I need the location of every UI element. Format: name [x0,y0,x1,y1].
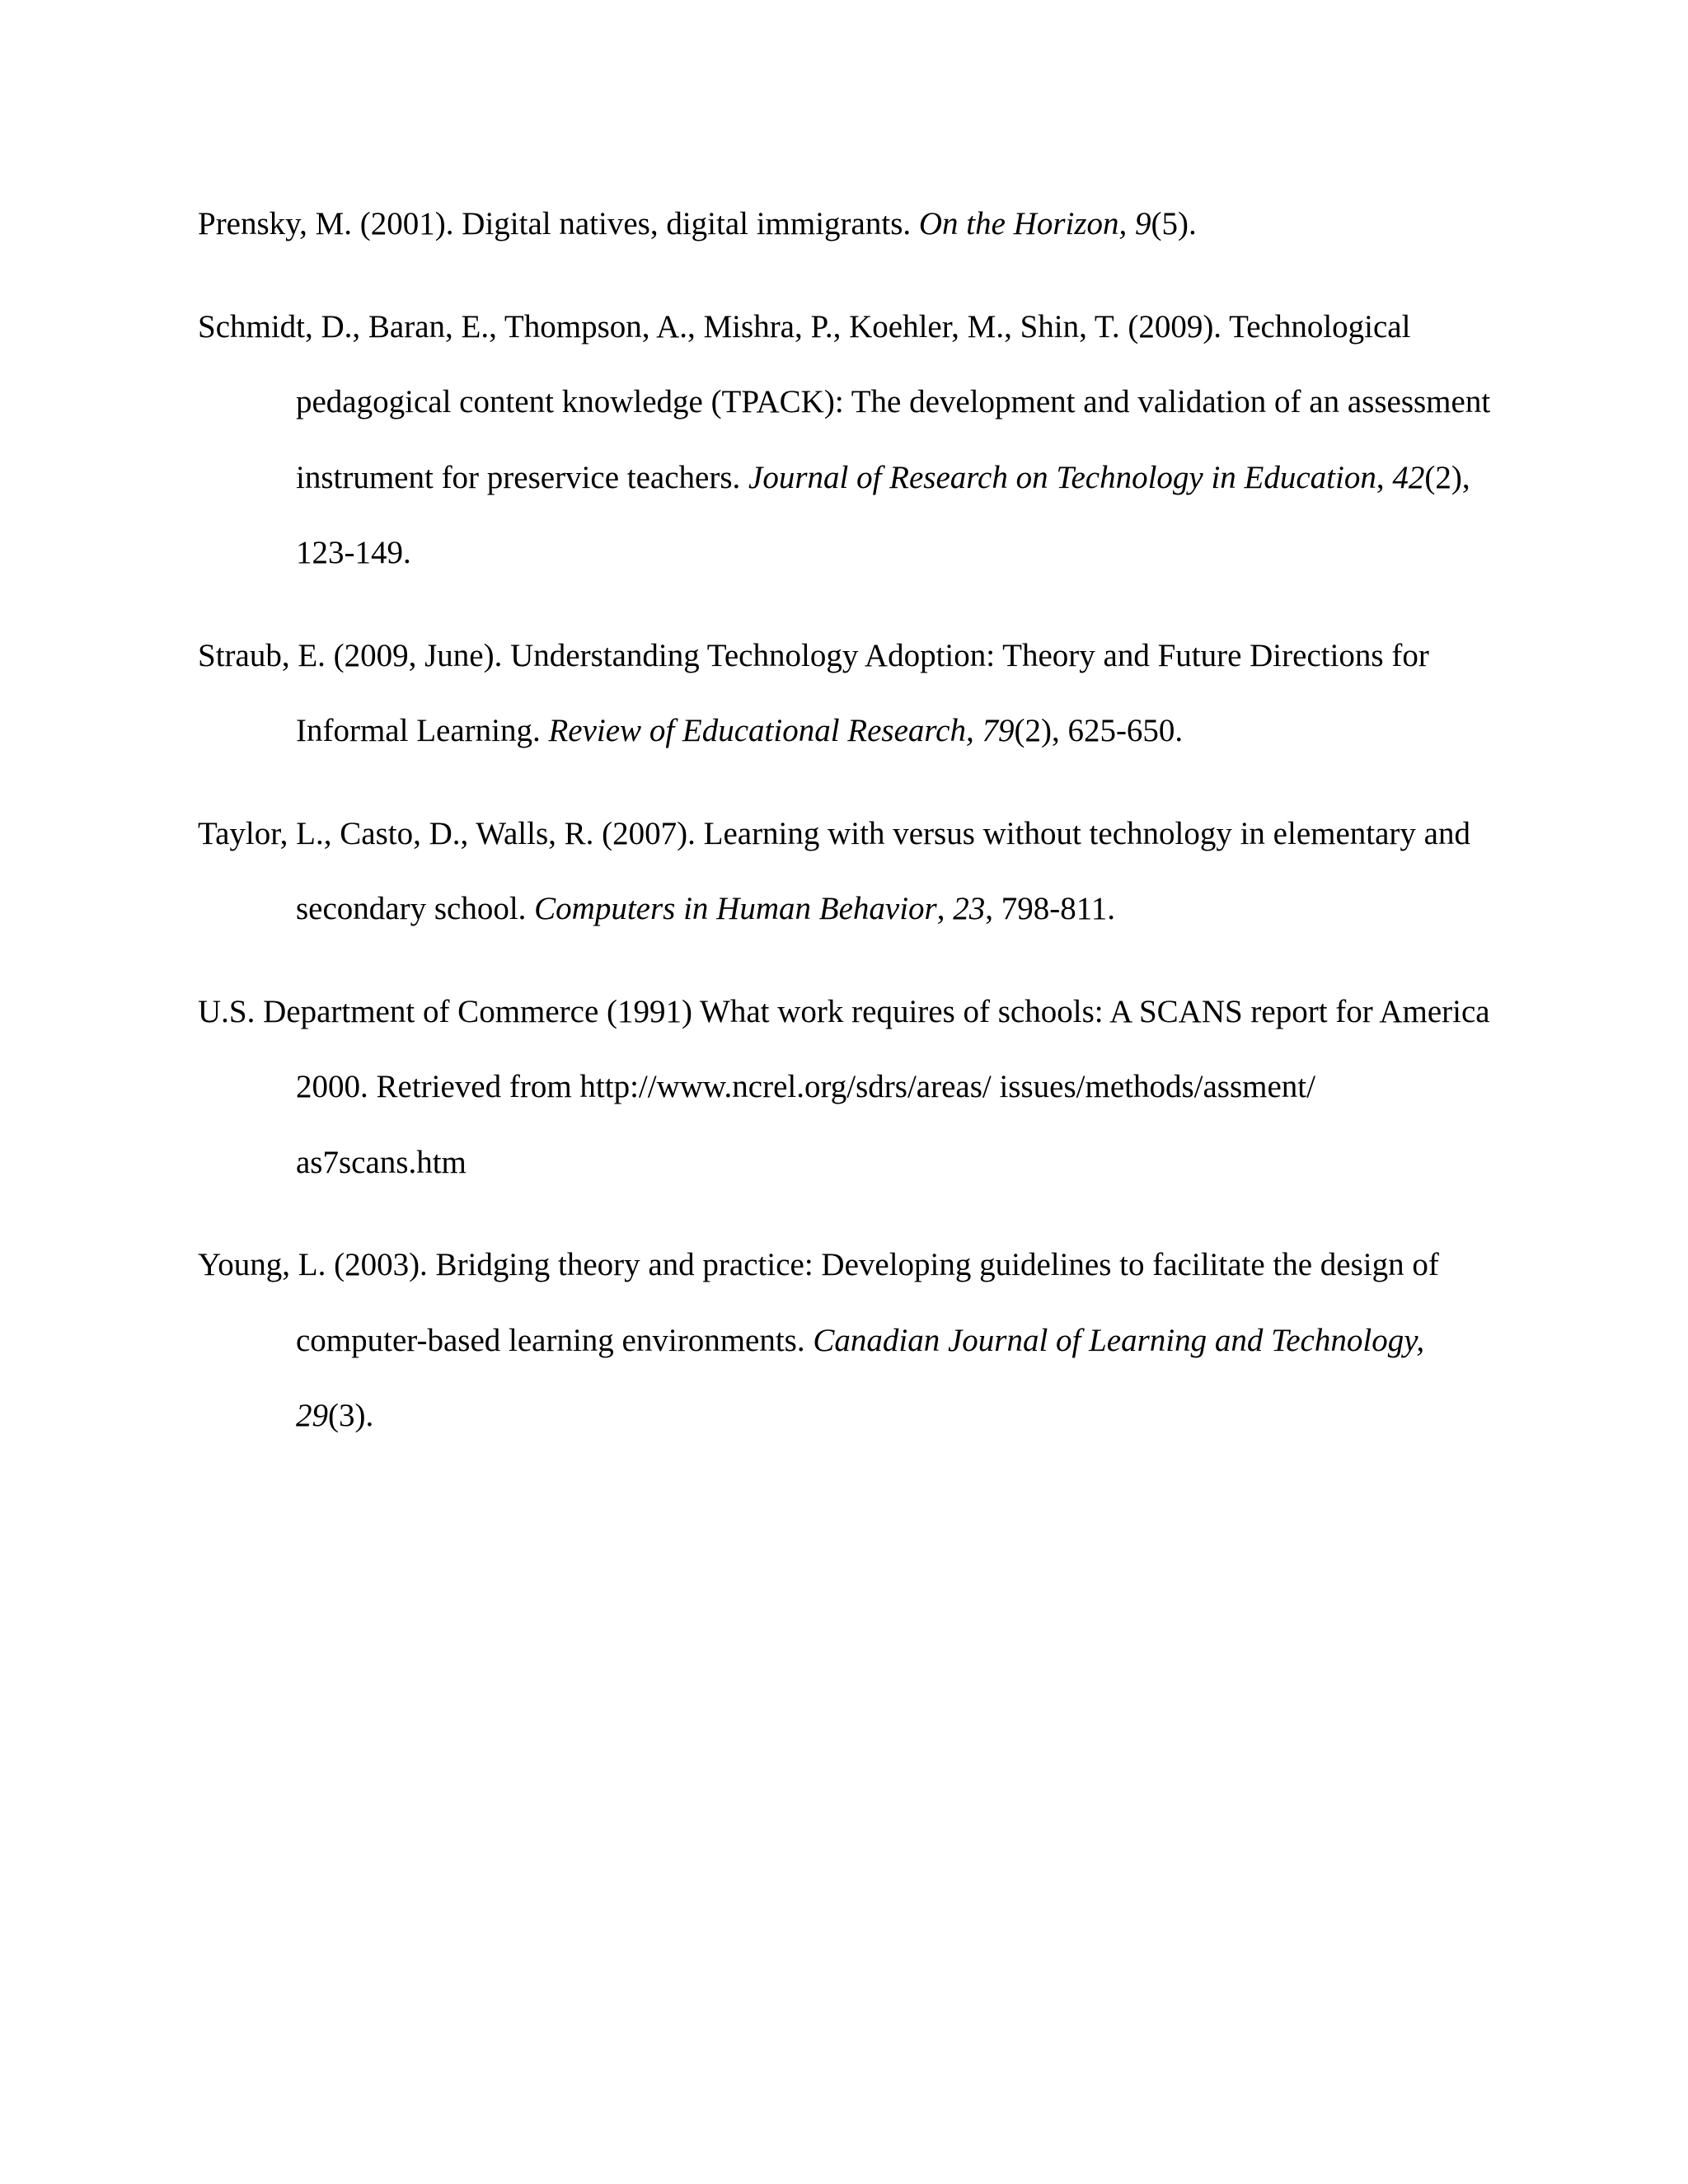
ref-text: , 798-811. [985,891,1116,926]
ref-volume: 29 [296,1398,328,1433]
ref-text: Straub, E. (2009, June). Understanding Technology Adoption: Theory and Future Directions for Informal Learning. [198,637,1429,748]
ref-text: (3). [328,1398,374,1433]
ref-journal: On the Horizon, 9 [918,206,1151,241]
ref-journal: Journal of Research on Technology in Education [748,459,1376,495]
reference-entry-prensky [198,186,1492,262]
ref-journal: Canadian Journal of Learning and Technology, [813,1322,1425,1358]
ref-text: (2), 123-149. [296,459,1470,570]
ref-text: Schmidt, D., Baran, E., Thompson, A., Mishra, P., Koehler, M., Shin, T. (2009). Technological pedagogical content knowledge (TPACK): The development and validation of an assessment instrument for preservice teachers. [198,308,1491,495]
ref-journal: Review of Educational Research, 79 [548,713,1015,748]
ref-text: (5). [1151,206,1197,241]
ref-text: U.S. Department of Commerce (1991) What work requires of schools: A SCANS report for America 2000. Retrieved from http://www.ncrel.org/sdrs/areas/ issues/methods/assment/ as7scans.htm [198,993,1490,1180]
reference-entry-schmidt [198,289,1492,591]
ref-volume: 23 [953,891,986,926]
ref-text: Taylor, L., Casto, D., Walls, R. (2007). Learning with versus without technology in elementary and secondary school. [198,815,1470,926]
ref-text: Prensky, M. (2001). Digital natives, digital immigrants. [198,206,919,241]
reference-entry-straub [198,618,1492,769]
ref-text: Young, L. (2003). Bridging theory and practice: Developing guidelines to facilitate the design of computer-based learning environments. [198,1247,1439,1358]
ref-text: , [1376,459,1393,495]
ref-journal: Computers in Human Behavior [534,891,937,926]
reference-entry-taylor [198,796,1492,947]
reference-entry-us-commerce [198,974,1492,1201]
reference-list [198,186,1492,1481]
reference-entry-young [198,1227,1492,1454]
ref-text: (2), 625-650. [1014,713,1184,748]
ref-text: , [936,891,954,926]
ref-volume: 42 [1392,459,1425,495]
